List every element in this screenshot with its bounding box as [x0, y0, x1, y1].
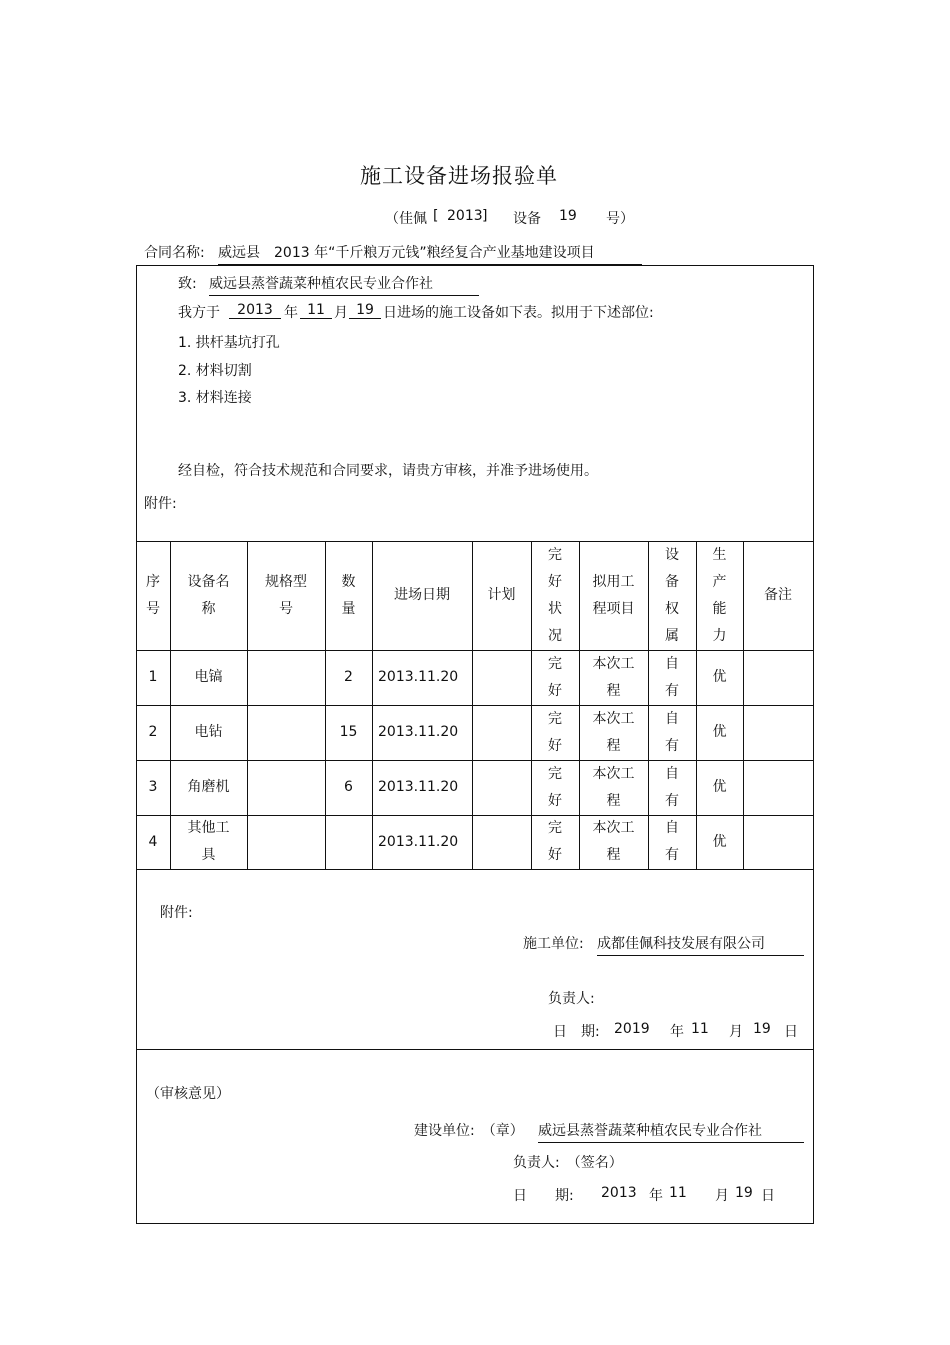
attachment-label: 附件:	[144, 496, 177, 512]
table-cell	[472, 705, 531, 760]
contractor-unit-label: 施工单位:	[523, 936, 584, 952]
table-header-cell: 完 好 状 况	[548, 546, 562, 644]
doc-number-year: 2013	[447, 208, 483, 224]
table-cell	[743, 705, 813, 760]
table-header-cell: 数 量	[341, 573, 356, 617]
table-cell: 2013.11.20	[378, 779, 459, 795]
contract-name: 威远县 2013 年“千斤粮万元钱”粮经复合产业基地建设项目	[218, 242, 642, 265]
contractor-date-day-unit: 日	[784, 1024, 798, 1040]
contractor-date-year: 2019	[614, 1021, 650, 1037]
table-cell: 2	[148, 724, 158, 740]
table-cell	[472, 650, 531, 705]
contractor-date-year-unit: 年	[670, 1024, 684, 1040]
use-item: 3. 材料连接	[178, 390, 252, 406]
table-cell	[247, 760, 325, 815]
table-cell: 优	[712, 779, 727, 795]
table-cell: 2013.11.20	[378, 833, 459, 850]
review-date-label: 日 期:	[513, 1188, 574, 1204]
table-header-cell: 设备名 称	[187, 573, 230, 617]
table-cell: 本次工 程	[592, 765, 635, 809]
table-cell: 4	[148, 833, 158, 850]
section-divider	[136, 1049, 814, 1050]
table-cell: 完 好	[548, 765, 562, 809]
table-cell: 自 有	[665, 820, 679, 863]
doc-number-bracket-open: [	[433, 208, 439, 224]
entry-prefix: 我方于	[178, 305, 220, 321]
table-cell	[472, 815, 531, 869]
contractor-responsible-label: 负责人:	[548, 991, 595, 1007]
table-header-cell: 备注	[764, 587, 792, 603]
review-responsible-label: 负责人: （签名）	[513, 1155, 623, 1171]
table-cell: 优	[712, 669, 727, 685]
contractor-date-month: 11	[691, 1021, 709, 1037]
doc-number-num: 19	[559, 208, 577, 224]
doc-number-suffix: 号）	[606, 211, 634, 227]
doc-number-category: 设备	[513, 211, 541, 227]
review-date-day: 19	[735, 1185, 753, 1201]
table-column-line	[813, 541, 814, 869]
table-cell: 完 好	[548, 655, 562, 699]
review-date-day-unit: 日	[761, 1188, 775, 1204]
doc-number-bracket-close: ]	[482, 208, 488, 224]
table-cell: 角磨机	[187, 779, 230, 795]
review-date-month: 11	[669, 1185, 687, 1201]
table-cell: 2	[344, 669, 353, 685]
review-unit-value: 威远县蒸誉蔬菜种植农民专业合作社	[538, 1120, 804, 1143]
table-header-cell: 生 产 能 力	[712, 546, 727, 644]
review-date-month-unit: 月	[715, 1188, 729, 1204]
contract-label: 合同名称:	[144, 245, 205, 261]
review-date-year: 2013	[601, 1185, 637, 1201]
table-cell	[325, 815, 372, 869]
table-cell	[743, 760, 813, 815]
entry-suffix: 日进场的施工设备如下表。拟用于下述部位:	[383, 305, 654, 321]
to-label: 致:	[178, 276, 197, 292]
table-cell: 3	[148, 779, 158, 795]
contractor-date-day: 19	[753, 1021, 771, 1037]
table-cell: 本次工 程	[592, 820, 635, 863]
table-cell: 完 好	[548, 710, 562, 754]
table-cell: 2013.11.20	[378, 669, 459, 685]
table-header-cell: 序 号	[146, 573, 160, 617]
table-header-cell: 拟用工 程项目	[592, 573, 635, 617]
table-header-cell: 计划	[487, 587, 516, 603]
table-cell: 电镐	[194, 669, 223, 685]
table-cell: 优	[712, 724, 727, 740]
entry-year: 2013	[229, 302, 281, 319]
review-unit-label: 建设单位: （章）	[414, 1123, 524, 1139]
table-cell: 本次工 程	[592, 655, 635, 699]
contractor-date-label: 日 期:	[553, 1024, 600, 1040]
table-header-cell: 进场日期	[394, 587, 450, 603]
entry-month: 11	[300, 302, 332, 319]
table-cell: 电钻	[194, 724, 223, 740]
entry-month-unit: 月	[334, 305, 348, 321]
table-cell: 自 有	[665, 710, 679, 754]
doc-number-open: （佳佩	[385, 211, 427, 227]
table-cell	[247, 650, 325, 705]
table-cell: 自 有	[665, 655, 679, 699]
use-item: 1. 拱杆基坑打孔	[178, 335, 280, 351]
contractor-date-month-unit: 月	[729, 1024, 743, 1040]
review-opinion-label: （审核意见）	[146, 1086, 230, 1102]
to-value: 威远县蒸誉蔬菜种植农民专业合作社	[209, 273, 479, 296]
table-cell: 优	[712, 833, 727, 850]
table-cell: 1	[148, 669, 158, 685]
table-cell	[743, 815, 813, 869]
page-title: 施工设备进场报验单	[360, 164, 558, 188]
table-cell	[247, 705, 325, 760]
table-cell: 6	[344, 779, 353, 795]
table-header-cell: 规格型 号	[265, 573, 307, 617]
table-cell: 自 有	[665, 765, 679, 809]
contractor-attachment-label: 附件:	[160, 905, 193, 921]
use-item: 2. 材料切割	[178, 363, 252, 379]
table-row-line	[136, 869, 814, 870]
table-cell: 15	[339, 724, 358, 740]
self-check-statement: 经自检，符合技术规范和合同要求，请贵方审核，并准予进场使用。	[178, 463, 598, 479]
table-cell	[743, 650, 813, 705]
entry-day: 19	[349, 302, 381, 319]
review-date-year-unit: 年	[649, 1188, 663, 1204]
table-cell: 完 好	[548, 820, 562, 863]
contractor-unit-value: 成都佳佩科技发展有限公司	[597, 933, 804, 956]
table-header-cell: 设 备 权 属	[665, 546, 679, 644]
table-cell: 其他工 具	[187, 820, 230, 863]
entry-year-unit: 年	[284, 305, 298, 321]
table-cell: 本次工 程	[592, 710, 635, 754]
table-cell	[472, 760, 531, 815]
table-cell	[247, 815, 325, 869]
table-cell: 2013.11.20	[378, 724, 459, 740]
